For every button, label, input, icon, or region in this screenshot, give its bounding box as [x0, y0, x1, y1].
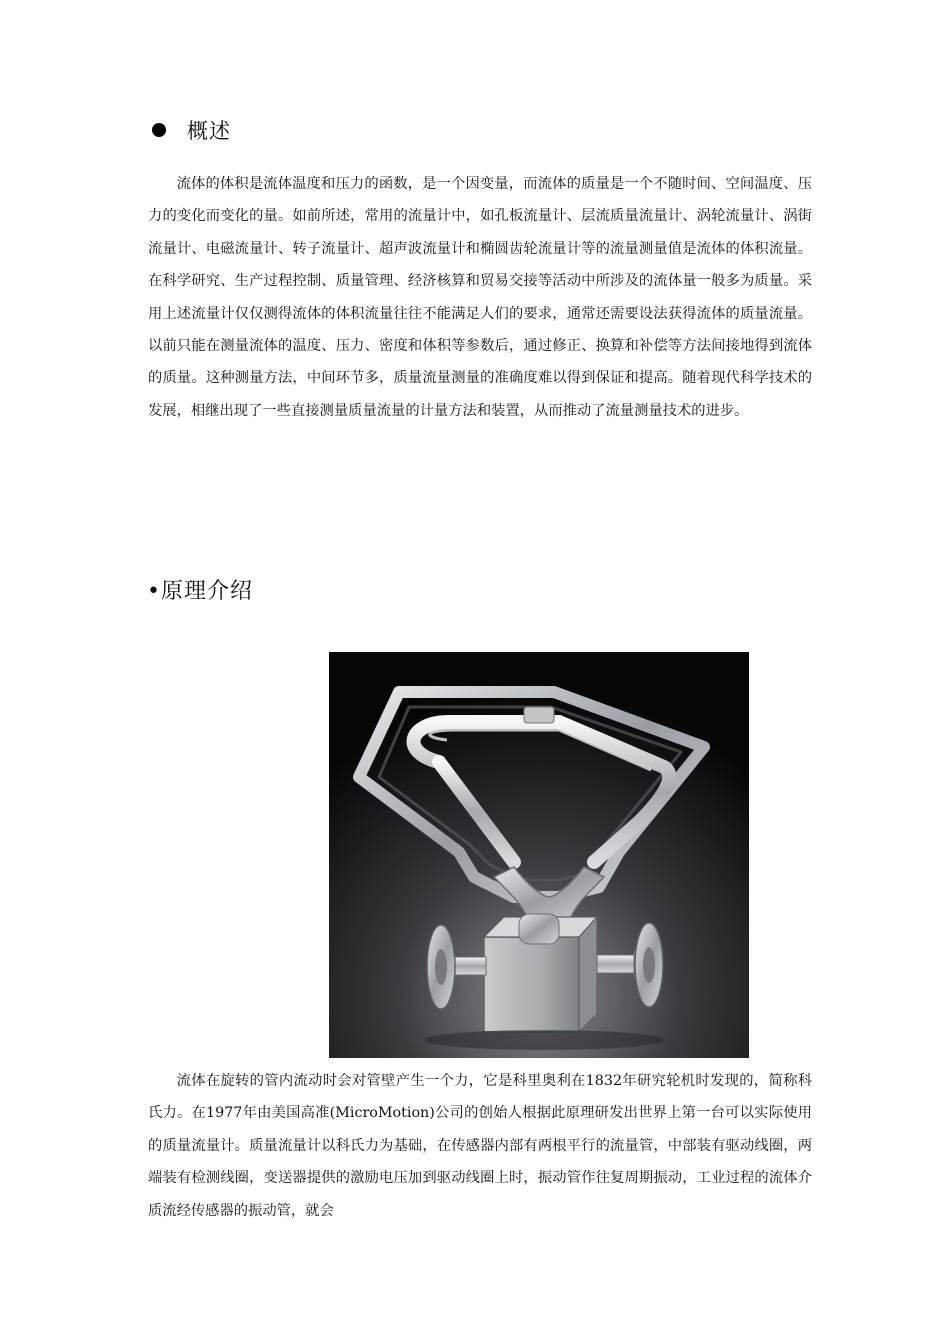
- flow-meter-photo: [329, 652, 749, 1058]
- section-heading-overview: [152, 112, 231, 148]
- section-heading-text: 概述: [187, 119, 231, 143]
- flow-meter-illustration: [329, 652, 749, 1058]
- bullet-icon: [152, 123, 166, 137]
- principle-paragraph: 流体在旋转的管内流动时会对管壁产生一个力，它是科里奥利在1832年研究轮机时发现的，简称科氏力。在1977年由美国高准(MicroMotion)公司的创始人根据此原理研发出世界上第一台可以实际使用的质量流量计。质量流量计以科氏力为基础，在传感器内部有两根平行的流量管，中部装有驱动线圈，两端装有检测线圈，变送器提供的激励电压加到驱动线圈上时，振动管作往复周期振动，工业过程的流体介质流经传感器的振动管，就会: [148, 1073, 812, 1219]
- overview-paragraph: 流体的体积是流体温度和压力的函数，是一个因变量，而流体的质量是一个不随时间、空间温度、压力的变化而变化的量。如前所述，常用的流量计中，如孔板流量计、层流质量流量计、涡轮流量计、涡街流量计、电磁流量计、转子流量计、超声波流量计和椭圆齿轮流量计等的流量测量值是流体的体积流量。在科学研究、生产过程控制、质量管理、经济核算和贸易交接等活动中所涉及的流体量一般多为质量。采用上述流量计仅仅测得流体的体积流量往往不能满足人们的要求，通常还需要设法获得流体的质量流量。以前只能在测量流体的温度、压力、密度和体积等参数后，通过修正、换算和补偿等方法间接地得到流体的质量。这种测量方法，中间环节多，质量流量测量的准确度难以得到保证和提高。随着现代科学技术的发展，相继出现了一些直接测量质量流量的计量方法和装置，从而推动了流量测量技术的进步。: [148, 176, 812, 419]
- section-heading-principle: •原理介绍: [147, 579, 253, 604]
